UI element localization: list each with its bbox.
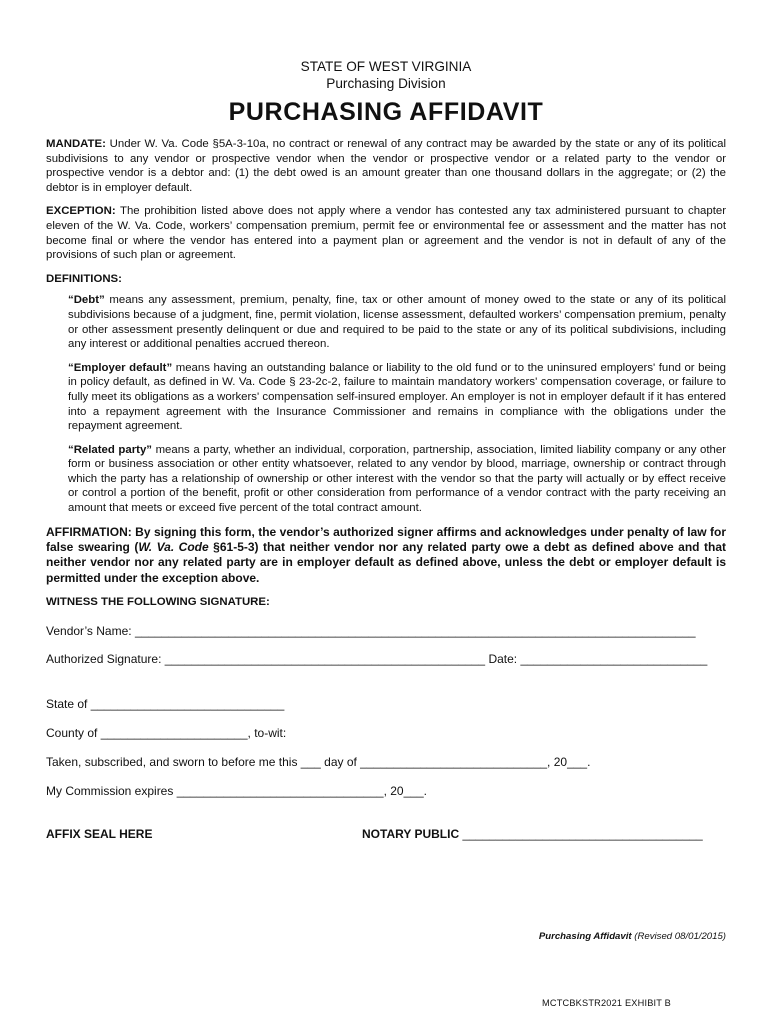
revision-date: (Revised 08/01/2015): [631, 931, 726, 942]
mandate-paragraph: [46, 137, 726, 195]
division-heading: Purchasing Division: [326, 76, 446, 91]
exhibit-label: MCTCBKSTR2021 EXHIBIT B: [542, 998, 672, 1008]
definition-term: “Employer default”: [68, 361, 173, 374]
affirmation-text-2: §61-5-3) that neither vendor nor any related party owe a debt as defined above and that neither vendor nor any related party are in employer default as defined above, unless the debt or employer default is permitted under the exception above.: [46, 540, 726, 585]
vendor-name-field[interactable]: Vendor’s Name: ____________________________________________________________________________________: [46, 623, 696, 638]
affirmation-code: W. Va. Code: [138, 540, 209, 555]
definition-text: means any assessment, premium, penalty, fine, tax or other amount of money owed to the state or any of its political subdivisions because of a judgment, fine, permit violation, license assessment, defaulted workers’ compensation premium, penalty or other assessment presently delinquent or due and required to be paid to the state or any of its political subdivisions, including any interest or additional penalties accrued thereon.: [68, 294, 726, 351]
definition-debt: [68, 293, 726, 351]
state-of-field[interactable]: State of _____________________________: [46, 696, 285, 711]
definition-text: means having an outstanding balance or liability to the old fund or to the uninsured employers' fund or being in policy default, as defined in W. Va. Code § 23-2c-2, failure to maintain mandatory workers' compensation coverage, or failure to fully meet its obligations as a workers' compensation self-insured employer. An employer is not in employer default if it has entered into a repayment agreement with the Insurance Commissioner and remains in compliance with the obligations under the repayment agreement.: [68, 361, 726, 433]
notary-public-label: NOTARY PUBLIC: [362, 826, 460, 841]
exception-label: EXCEPTION:: [46, 205, 116, 218]
exception-paragraph: [46, 204, 726, 262]
definition-term: “Related party”: [68, 443, 152, 456]
seal-row: [46, 827, 726, 845]
mandate-label: MANDATE:: [46, 138, 106, 150]
affix-seal-label: AFFIX SEAL HERE: [46, 826, 153, 841]
mandate-text: Under W. Va. Code §5A-3-10a, no contract or renewal of any contract may be awarded by the state or any of its political subdivisions to any vendor or prospective vendor when the vendor or prospective vendor or a related party to the vendor or prospective vendor is a debtor and: (1) the debt owed is an amount greater than one thousand dollars in the aggregate; or (2) the debtor is in employer default.: [46, 138, 726, 194]
date-field[interactable]: Date: ____________________________: [488, 651, 708, 666]
revision-note: [539, 930, 726, 945]
commission-expires-field[interactable]: My Commission expires _______________________________, 20___.: [46, 783, 427, 798]
authorized-signature-field[interactable]: Authorized Signature: ________________________________________________: [46, 651, 486, 666]
signature-row: [46, 652, 726, 667]
definitions-heading: DEFINITIONS:: [46, 272, 122, 285]
sworn-date-field[interactable]: Taken, subscribed, and sworn to before me this ___ day of ____________________________, 20___.: [46, 754, 591, 769]
definition-related-party: [68, 443, 726, 516]
witness-heading: WITNESS THE FOLLOWING SIGNATURE:: [46, 596, 270, 609]
exception-text: The prohibition listed above does not apply where a vendor has contested any tax administered pursuant to chapter eleven of the W. Va. Code, workers’ compensation premium, permit fee or environmental fee or assessment and the matter has not become final or where the vendor has entered into a payment plan or agreement and the vendor is not in default of any of the provisions of such plan or agreement.: [46, 205, 726, 262]
revision-title: Purchasing Affidavit: [538, 931, 632, 942]
notary-public-field[interactable]: [362, 827, 703, 842]
definition-employer-default: [68, 361, 726, 434]
affirmation-paragraph: [46, 525, 726, 587]
affirmation-text-1: AFFIRMATION: By signing this form, the vendor’s authorized signer affirms and acknowledges under penalty of law for false swearing (: [46, 524, 726, 555]
definition-term: “Debt”: [68, 294, 105, 307]
definition-text: means a party, whether an individual, corporation, partnership, association, limited liability company or any other form or business association or other entity whatsoever, related to any vendor by blood, marriage, ownership or contract through which the party has a relationship of ownership or other interest with the vendor so that the party will actually or by effect receive or control a portion of the benefit, profit or other consideration from performance of a vendor contract with the party receiving an amount that meets or exceed five percent of the total contract amount.: [68, 443, 726, 515]
state-heading: STATE OF WEST VIRGINIA: [300, 59, 472, 74]
county-of-field[interactable]: County of ______________________, to-wit:: [46, 725, 287, 740]
page-title: PURCHASING AFFIDAVIT: [228, 98, 544, 126]
notary-public-blank[interactable]: ____________________________________: [459, 826, 703, 841]
